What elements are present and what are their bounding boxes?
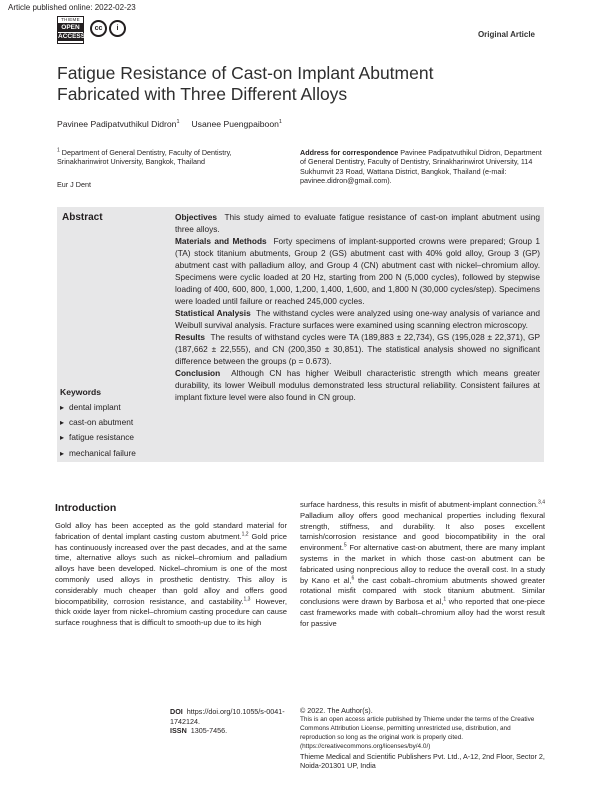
objectives-text: This study aimed to evaluate fatigue resistance of cast-on implant abutment using three alloys. [175,212,540,234]
doi-link[interactable]: https://doi.org/10.1055/s-0041-1742124. [170,707,285,726]
citation-mark: 3,4 [538,499,545,506]
body-text: Gold alloy has been accepted as the gold standard material for fabrication of dental implant casting custom abutment. [55,521,287,541]
abstract-conclusion [175,367,540,403]
citation-mark: 1,2 [241,531,249,538]
statistics-label: Statistical Analysis [175,308,251,318]
journal-name: Eur J Dent [57,180,91,189]
body-text: the cast cobalt–chromium abutments showed greater rotational misfit compared with stock titanium abutment. Similar conclusions were drawn by Barbosa et al, [300,575,545,607]
introduction-heading: Introduction [55,502,117,514]
article-title: Fatigue Resistance of Cast-on Implant Abutment Fabricated with Three Different Alloys [57,63,434,104]
keywords-heading: Keywords [60,387,102,397]
affiliation-mark: 1 [57,147,60,154]
author-name: Pavinee Padipatvuthikul Didron [57,119,177,129]
correspondence-text: Pavinee Padipatvuthikul Didron, Department of General Dentistry, Faculty of Dentistry, Srinakharinwirot University, 114 Sukhumvit 23 Road, Wattana District, Bangkok, Thailand (e-mail: pavinee.didron@gmail.com). [300,148,542,186]
publication-date: Article published online: 2022-02-23 [8,3,136,12]
results-text: The results of withstand cycles were TA (189,883 ± 22,734), GS (195,028 ± 22,371), GP (187,662 ± 22,555), and CN (200,350 ± 30,851). The statistical analysis showed no significant difference between the groups (p = 0.673). [175,332,540,366]
affiliation-text: Department of General Dentistry, Faculty of Dentistry, Srinakharinwirot University, Bangkok, Thailand [57,148,232,167]
keywords-list [60,400,136,461]
author-affiliation-mark: 1 [176,119,180,126]
introduction-left-column [55,521,287,629]
keyword-item: ▸ dental implant [60,400,136,415]
author-affiliation-mark: 1 [278,119,282,126]
citation-mark: 1,3 [243,596,251,603]
body-text: Palladium alloy offers good mechanical properties including flexural strength, stiffness, and durability. It also poses excellent tarnish/corrosion resistance and good biocompatibility in the oral environment. [300,510,545,553]
license-text: This is an open access article published by Thieme under the terms of the Creative Commons Attribution License, permitting unrestricted use, distribution, and reproduction so long as the original work is properly cited. (https://creativecommons.org/licenses/by/4.0/) [300,715,535,750]
body-text: However, thick oxide layer from nickel–chromium casting procedure can cause surface roughness that is difficult to smooth-up due to its high [55,596,287,628]
abstract-objectives [175,211,540,235]
conclusion-text: Although CN has higher Weibull characteristic strength which means greater durability, its lower Weibull modulus demonstrated less structural reliability. Consistent failures at implant fixture level were also found in CN group. [175,368,540,402]
doi-line [170,707,290,726]
issn-label: ISSN [170,726,187,736]
citation-mark: 5 [343,542,347,549]
doi-issn-block [170,707,290,736]
keyword-item: ▸ mechanical failure [60,446,136,461]
body-text: surface hardness, this results in misfit of abutment-implant connection. [300,500,539,509]
correspondence-label: Address for correspondence [300,148,399,157]
doi-label: DOI [170,707,183,716]
logo-access-text: ACCESS [58,33,86,40]
attribution-icon: i [109,20,126,37]
body-text: Gold price has continuously increased over the past decades, and at the same time, alternative alloys such as nickel–chromium and palladium alloys have been developed. Nickel–chromium is one of the most commonly used alloys in prosthetic dentistry. This alloy is considerably much cheaper than gold alloy and offers good biocompatibility, corrosion resistance, and castability. [55,531,287,606]
creative-commons-icon: cc [90,20,107,37]
correspondence-address [300,148,545,186]
copyright-block [300,707,545,771]
section-label: Original Article [477,30,535,39]
abstract-results [175,331,540,367]
citation-mark: 6 [351,575,355,582]
keyword-item: ▸ fatigue resistance [60,430,136,445]
citation-mark: 1 [443,596,447,603]
results-label: Results [175,332,205,342]
body-text: who reported that one-piece cast frameworks made with cobalt–chromium alloy had the worst result for passive [300,597,545,628]
objectives-label: Objectives [175,212,217,222]
statistics-text: The withstand cycles were analyzed using one-way analysis of variance and Weibull survival analysis. Fracture surfaces were examined using scanning electron microscopy. [175,308,540,330]
introduction-right-column [300,500,545,630]
methods-label: Materials and Methods [175,236,267,246]
issn-line [170,726,290,736]
abstract-methods [175,235,540,307]
author-name: Usanee Puengpaiboon [191,119,279,129]
keyword-item: ▸ cast-on abutment [60,415,136,430]
abstract-heading: Abstract [62,212,103,223]
thieme-open-access-logo [57,16,84,44]
issn-value: 1305-7456. [190,726,228,736]
license-icons [90,20,126,38]
publisher-address: Thieme Medical and Scientific Publishers Pvt. Ltd., A-12, 2nd Floor, Sector 2, Noida-201301 UP, India [300,751,545,771]
logo-thieme-text: THIEME [58,17,83,24]
abstract-body [175,211,540,403]
affiliation [57,148,277,167]
abstract-statistics [175,307,540,331]
logo-open-text: OPEN [58,24,83,32]
methods-text: Forty specimens of implant-supported crowns were prepared; Group 1 (TA) stock titanium abutments, Group 2 (GS) abutment cast with 40% gold alloy, Group 3 (GP) abutment cast with palladium alloy, and Group 4 (CN) abutment cast with nickel–chromium alloy. Specimens were cyclic loaded at 20 Hz, starting from 200 N (5,000 cycles), followed by stepwise loading of 400, 600, 800, 1,000, 1,200, 1,400, 1,600, and 1,800 N (30,000 cycles/step). Specimens were loaded until failure or reached 245,000 cycles. [175,236,540,306]
conclusion-label: Conclusion [175,368,221,378]
author-list [57,119,282,129]
copyright-notice: © 2022. The Author(s). [300,706,373,715]
body-text: For alternative cast-on abutment, there are many implant systems in the market in which those cast-on abutment can be fabricated using nonprecious alloy to reduce the overall cost. In a study by Kano et al, [300,543,545,585]
